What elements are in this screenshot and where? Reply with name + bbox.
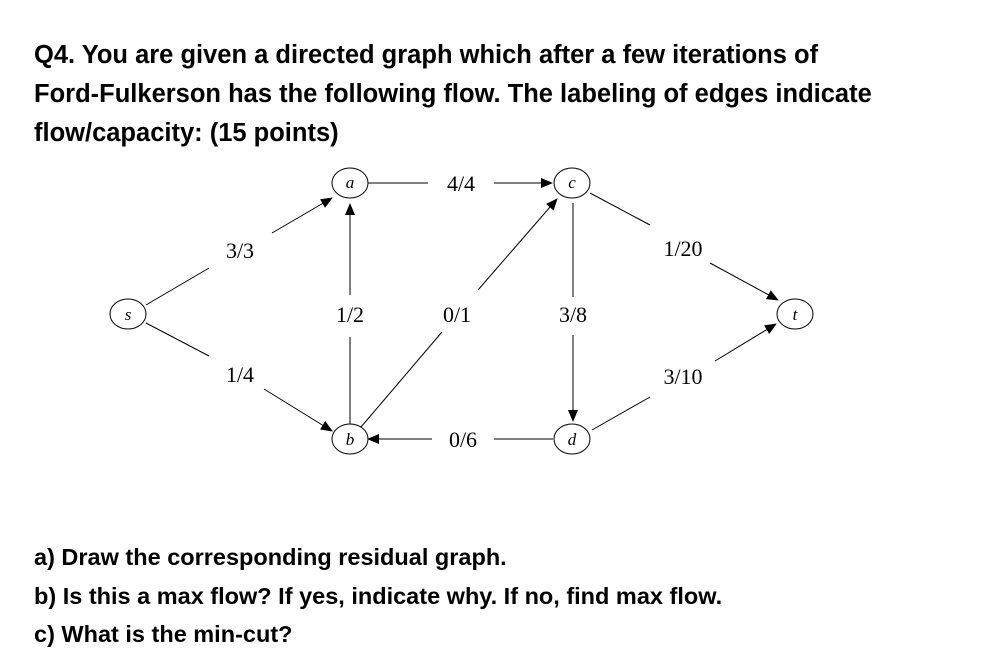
edge-s-a xyxy=(146,268,209,305)
node-label-d: d xyxy=(567,430,577,449)
edge-d-t xyxy=(592,397,650,430)
edge-label-b-c: 0/1 xyxy=(442,302,472,327)
edge-d-t-arrow xyxy=(715,324,776,361)
node-label-t: t xyxy=(792,305,798,324)
part-c: c) What is the min-cut? xyxy=(34,621,293,647)
edge-s-b xyxy=(146,323,209,356)
part-b: b) Is this a max flow? If yes, indicate why. If no, find max flow. xyxy=(34,582,723,609)
question-line-2: Ford-Fulkerson has the following flow. The labeling of edges indicate xyxy=(34,80,872,108)
edge-c-t xyxy=(590,193,650,225)
edge-s-b-arrow xyxy=(264,389,332,431)
node-label-c: c xyxy=(568,173,576,192)
edge-s-a-arrow xyxy=(272,198,332,233)
edge-label-s-a: 3/3 xyxy=(225,238,255,263)
edge-label-c-t: 1/20 xyxy=(663,236,703,261)
edge-c-t-arrow xyxy=(710,263,778,300)
question-line-1: Q4. You are given a directed graph which after a few iterations of xyxy=(34,41,819,69)
node-label-b: b xyxy=(345,430,355,449)
edge-label-d-t: 3/10 xyxy=(663,364,703,389)
edge-label-c-d: 3/8 xyxy=(558,302,588,327)
part-a: a) Draw the corresponding residual graph. xyxy=(34,544,507,570)
edge-label-b-a: 1/2 xyxy=(335,302,365,327)
node-label-s: s xyxy=(124,305,132,324)
edge-label-a-c: 4/4 xyxy=(446,171,476,196)
edge-label-d-b: 0/6 xyxy=(448,427,478,452)
question-parts xyxy=(34,538,722,654)
edge-label-s-b: 1/4 xyxy=(225,362,255,387)
node-label-a: a xyxy=(345,173,355,192)
question-line-3: flow/capacity: (15 points) xyxy=(34,119,339,147)
edge-b-c-arrow xyxy=(478,199,557,290)
edge-b-c xyxy=(361,332,442,427)
